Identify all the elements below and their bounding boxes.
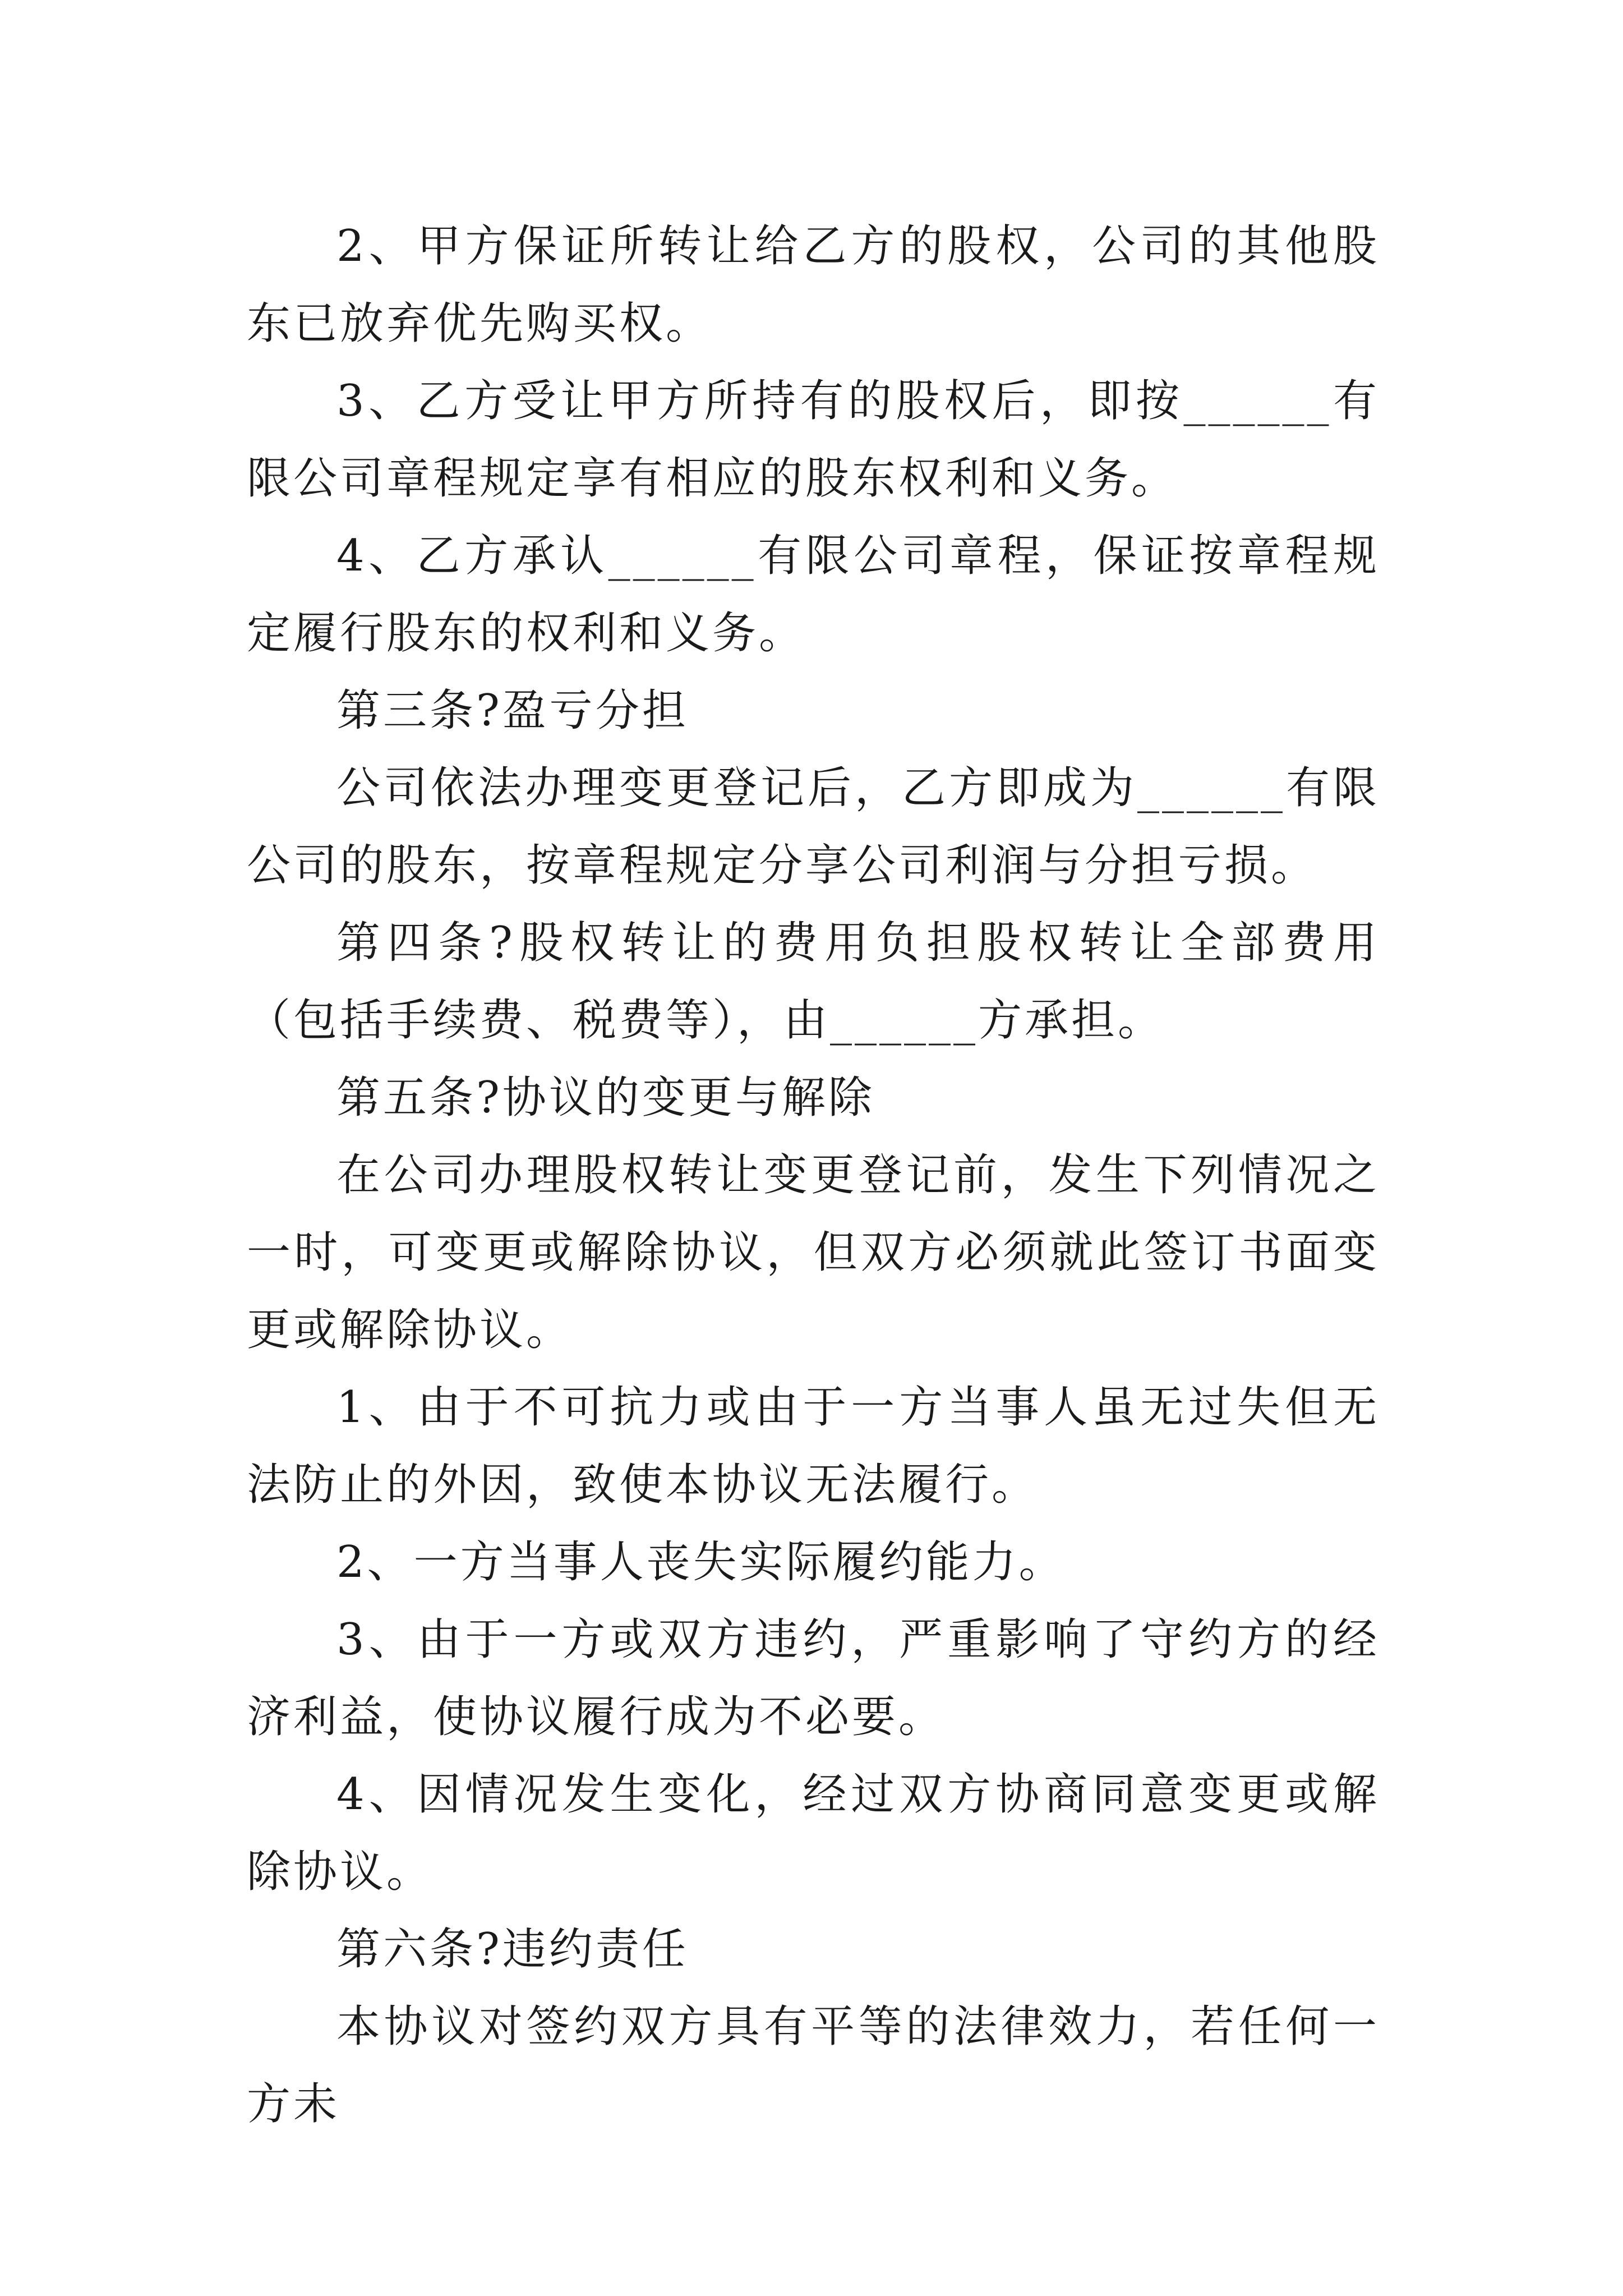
article-5-item-3: 3、由于一方或双方违约，严重影响了守约方的经济利益，使协议履行成为不必要。 bbox=[247, 1614, 1380, 1742]
clause-2-item-3: 3、乙方受让甲方所持有的股权后，即按______有限公司章程规定享有相应的股东权利和义务。 bbox=[247, 376, 1380, 504]
clause-2-item-2: 2、甲方保证所转让给乙方的股权，公司的其他股东已放弃优先购买权。 bbox=[247, 221, 1380, 349]
article-4-heading-body: 第四条?股权转让的费用负担股权转让全部费用（包括手续费、税费等），由______方承担。 bbox=[247, 918, 1380, 1046]
article-6-heading: 第六条?违约责任 bbox=[336, 1924, 689, 1975]
document-body bbox=[247, 208, 1380, 2143]
article-6-body: 本协议对签约双方具有平等的法律效力，若任何一方未 bbox=[247, 2001, 1380, 2129]
article-5-item-4: 4、因情况发生变化，经过双方协商同意变更或解除协议。 bbox=[247, 1769, 1380, 1897]
article-3-heading: 第三条?盈亏分担 bbox=[336, 685, 689, 736]
article-5-item-2: 2、一方当事人丧失实际履约能力。 bbox=[336, 1537, 1066, 1588]
article-5-heading: 第五条?协议的变更与解除 bbox=[336, 1073, 875, 1123]
article-5-item-1: 1、由于不可抗力或由于一方当事人虽无过失但无法防止的外因，致使本协议无法履行。 bbox=[247, 1382, 1380, 1510]
clause-2-item-4: 4、乙方承认______有限公司章程，保证按章程规定履行股东的权利和义务。 bbox=[247, 531, 1380, 659]
article-5-body: 在公司办理股权转让变更登记前，发生下列情况之一时，可变更或解除协议，但双方必须就此签订书面变更或解除协议。 bbox=[247, 1150, 1380, 1355]
article-3-body: 公司依法办理变更登记后，乙方即成为______有限公司的股东，按章程规定分享公司利润与分担亏损。 bbox=[247, 763, 1380, 891]
